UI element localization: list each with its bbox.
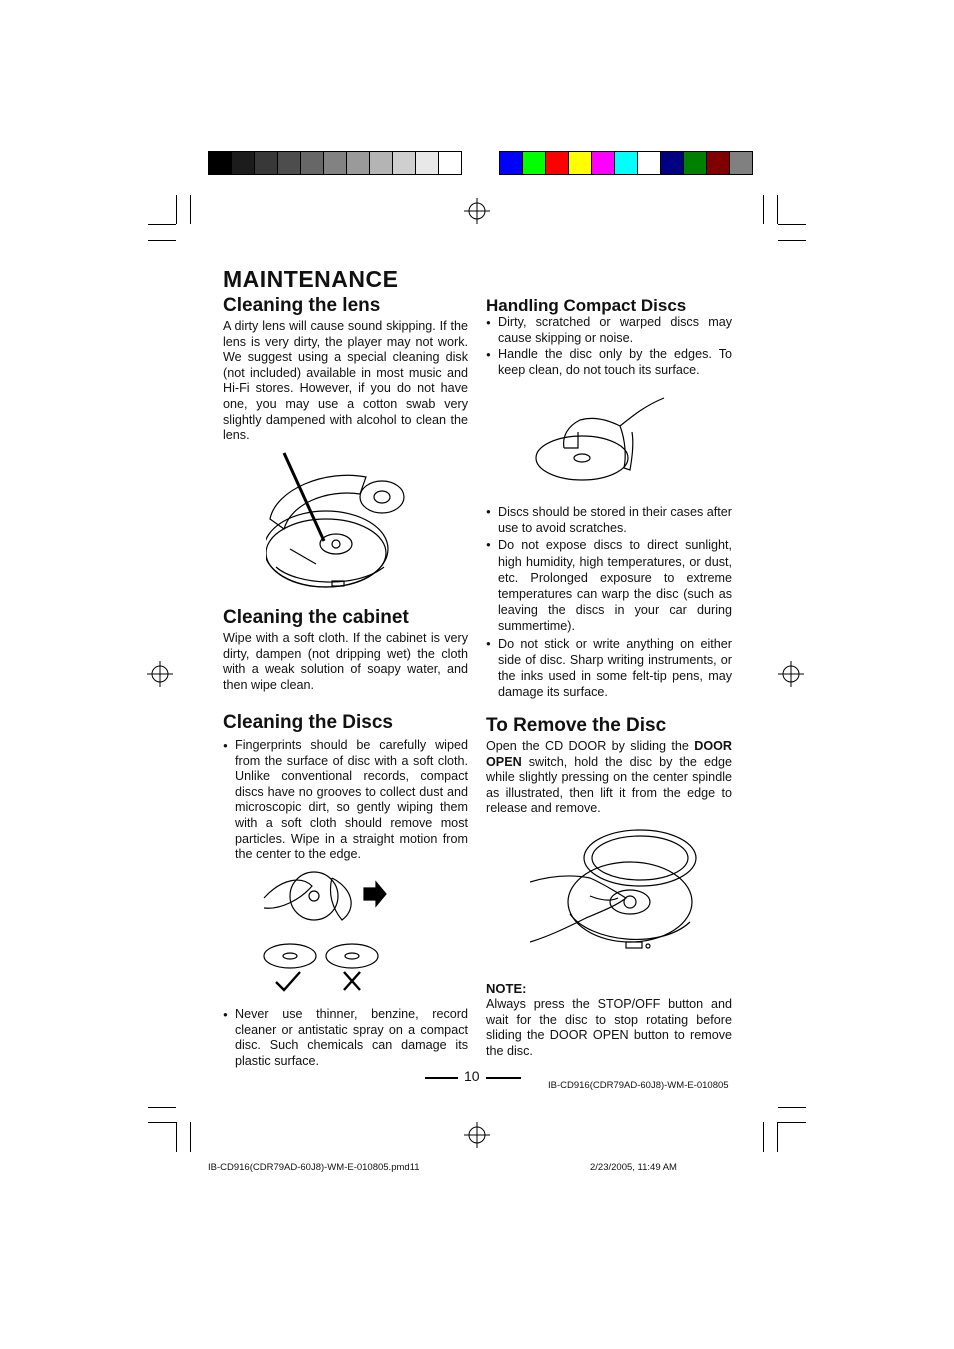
crop-mark xyxy=(778,1107,806,1108)
color-swatch xyxy=(209,152,232,174)
crop-mark xyxy=(778,240,806,241)
door-open-label: DOOR OPEN xyxy=(486,739,732,769)
crop-mark xyxy=(148,1122,176,1123)
lens-cleaning-illustration xyxy=(266,449,408,591)
note-text: Always press the STOP/OFF button and wait for the disc to stop rotating before sliding the DOOR OPEN button to remove the disc. xyxy=(486,997,732,1058)
color-swatch xyxy=(301,152,324,174)
color-swatch xyxy=(523,152,546,174)
list-item: ● Discs should be stored in their cases after use to avoid scratches. xyxy=(486,504,732,536)
color-swatch xyxy=(684,152,707,174)
color-swatch xyxy=(324,152,347,174)
color-swatch xyxy=(615,152,638,174)
color-bar xyxy=(499,151,753,175)
color-swatch xyxy=(730,152,752,174)
cabinet-text: Wipe with a soft cloth. If the cabinet is very dirty, dampen (not dripping wet) the cloth with a weak solution of soapy water, and then wipe clean. xyxy=(223,631,468,692)
disc-handling-illustration xyxy=(534,396,666,486)
registration-mark-icon xyxy=(464,1122,490,1148)
crop-mark xyxy=(176,195,177,224)
color-swatch xyxy=(592,152,615,174)
footer-file: IB-CD916(CDR79AD-60J8)-WM-E-010805.pmd xyxy=(208,1162,410,1173)
crop-mark xyxy=(148,224,176,225)
color-swatch xyxy=(638,152,661,174)
color-swatch xyxy=(255,152,278,174)
remove-heading: To Remove the Disc xyxy=(486,715,667,736)
color-swatch xyxy=(278,152,301,174)
handling-bullet-list-bottom xyxy=(486,504,732,701)
color-swatch xyxy=(232,152,255,174)
list-item: ● Handle the disc only by the edges. To keep clean, do not touch its surface. xyxy=(486,347,732,378)
handling-heading: Handling Compact Discs xyxy=(486,296,687,315)
footer-date: 2/23/2005, 11:49 AM xyxy=(590,1162,677,1173)
color-swatch xyxy=(439,152,461,174)
grayscale-bar xyxy=(208,151,462,175)
color-swatch xyxy=(347,152,370,174)
list-item: ● Do not expose discs to direct sunlight, high humidity, high temperatures, or dust, etc. Prolonged exposure to extreme temperatures can warp the disc (such as leaving the discs in your car during summertime). xyxy=(486,537,732,634)
color-swatch xyxy=(370,152,393,174)
crop-mark xyxy=(778,224,806,225)
crop-mark xyxy=(763,195,764,224)
color-swatch xyxy=(707,152,730,174)
registration-mark-icon xyxy=(464,198,490,224)
remove-text-part: switch, hold the disc by the edge while slightly pressing on the center spindle as illustrated, then lift it from the edge to release and remove. xyxy=(486,754,732,816)
discs-bullet-list-2 xyxy=(223,1007,468,1070)
list-item: ● Never use thinner, benzine, record cleaner or antistatic spray on a compact disc. Such chemicals can damage its plastic surface. xyxy=(223,1007,468,1069)
lens-text: A dirty lens will cause sound skipping. If the lens is very dirty, the player may not work. We suggest using a special cleaning disk (not included) available in most music and Hi-Fi stores. However, if you do not have one, you may use a cotton swab very slightly dampened with alcohol to clean the lens. xyxy=(223,319,468,443)
page-number-rule xyxy=(486,1077,521,1079)
list-item: ● Dirty, scratched or warped discs may cause skipping or noise. xyxy=(486,315,732,346)
crop-mark xyxy=(777,1122,778,1152)
list-item: ● Do not stick or write anything on either side of disc. Sharp writing instruments, or the inks used in some felt-tip pens, may damage its surface. xyxy=(486,636,732,701)
crop-mark xyxy=(763,1122,764,1152)
remove-text xyxy=(486,739,732,817)
discs-bullet-list-1 xyxy=(223,738,468,864)
discs-heading: Cleaning the Discs xyxy=(223,712,393,733)
doc-code: IB-CD916(CDR79AD-60J8)-WM-E-010805 xyxy=(548,1080,729,1091)
crop-mark xyxy=(777,195,778,224)
footer-page: 11 xyxy=(409,1162,420,1173)
color-swatch xyxy=(661,152,684,174)
color-swatch xyxy=(546,152,569,174)
list-item: ● Fingerprints should be carefully wiped from the surface of disc with a soft cloth. Unlike conventional records, compact discs have no grooves to collect dust and microscopic dirt, so gently wiping them with a soft cloth should remove most particles. Wipe in a straight motion from the center to the edge. xyxy=(223,738,468,863)
cabinet-heading: Cleaning the cabinet xyxy=(223,607,409,628)
crop-mark xyxy=(190,195,191,224)
page-number: 10 xyxy=(464,1068,480,1084)
note-title: NOTE: xyxy=(486,981,527,996)
color-swatch xyxy=(569,152,592,174)
page-number-rule xyxy=(425,1077,458,1079)
page-title: MAINTENANCE xyxy=(223,266,399,292)
color-swatch xyxy=(416,152,439,174)
crop-mark xyxy=(190,1122,191,1152)
disc-removal-illustration xyxy=(530,826,700,954)
crop-mark xyxy=(778,1122,806,1123)
color-swatch xyxy=(500,152,523,174)
registration-mark-icon xyxy=(778,661,804,687)
color-swatch xyxy=(393,152,416,174)
handling-bullet-list-top xyxy=(486,315,732,379)
disc-wiping-illustration xyxy=(262,868,388,996)
remove-text-part: Open the CD DOOR by sliding the xyxy=(486,739,695,753)
crop-mark xyxy=(148,1107,176,1108)
crop-mark xyxy=(148,240,176,241)
registration-mark-icon xyxy=(147,661,173,687)
footer-filename xyxy=(208,1162,420,1173)
lens-heading: Cleaning the lens xyxy=(223,295,381,316)
crop-mark xyxy=(176,1122,177,1152)
